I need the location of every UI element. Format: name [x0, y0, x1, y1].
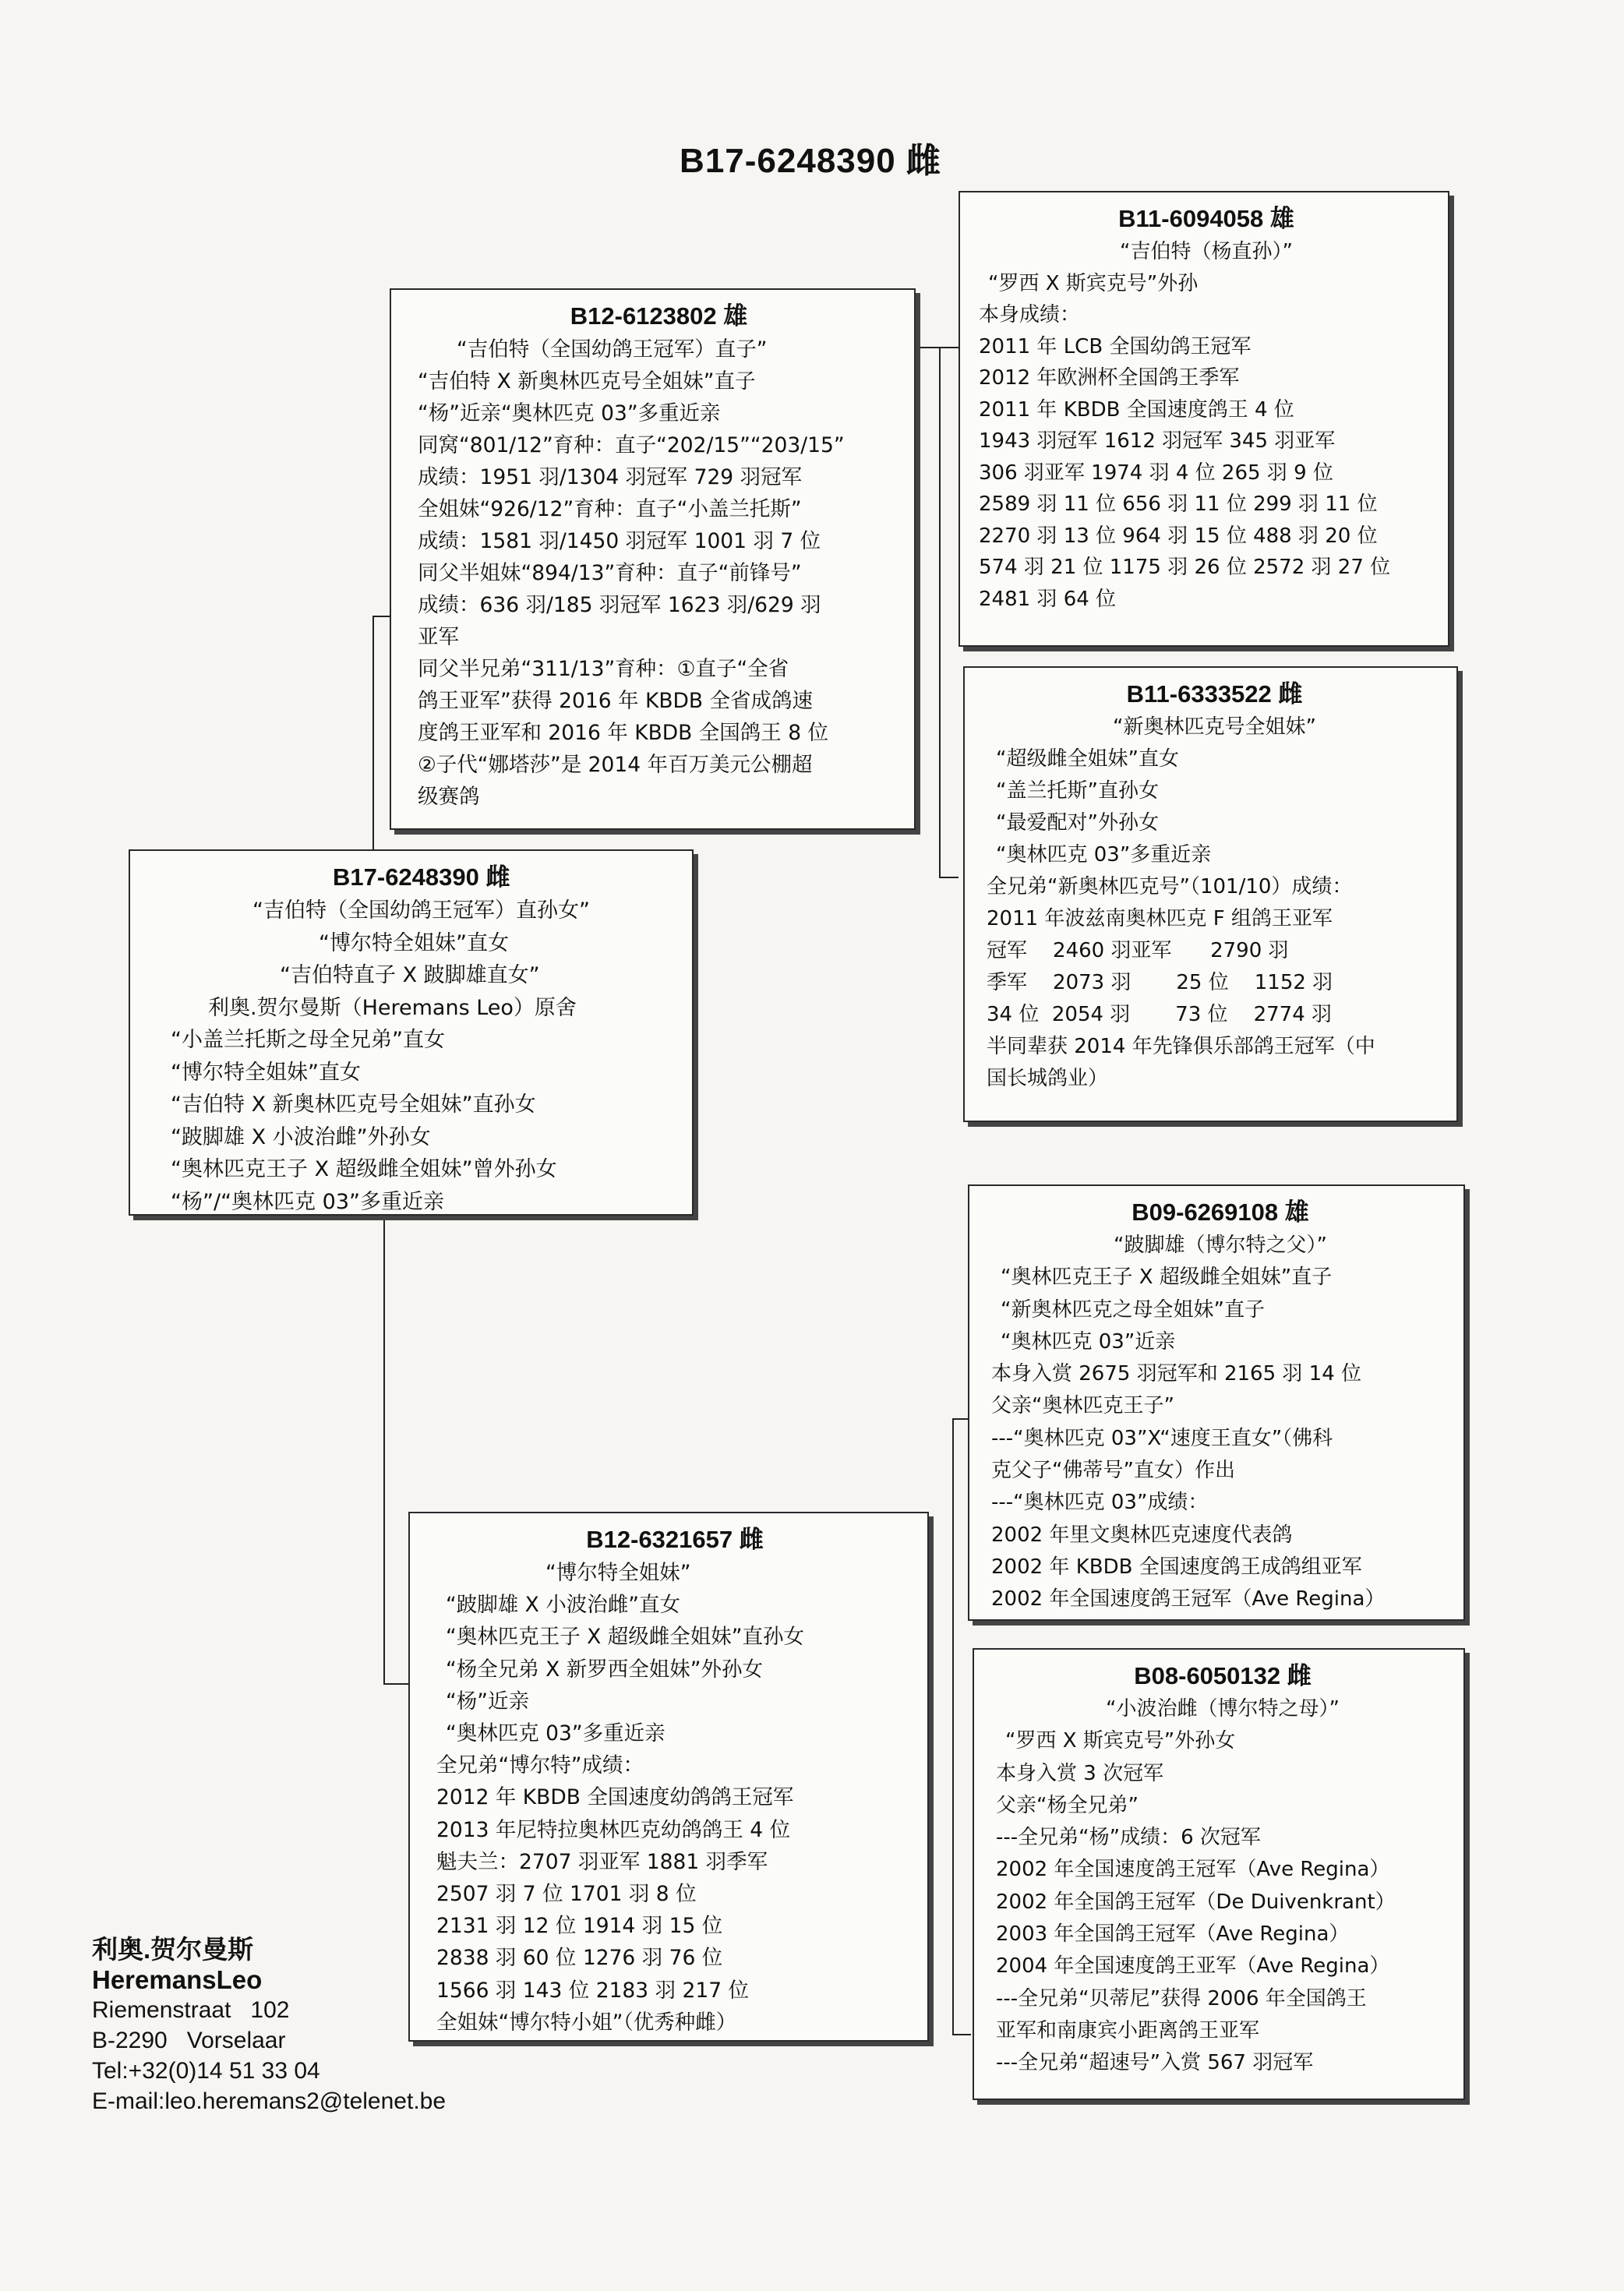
dam-sire-line: “奥林匹克王子 X 超级雌全姐妹”直子: [1001, 1266, 1333, 1290]
sire-dam-line: 国长城鸽业）: [987, 1067, 1109, 1090]
sire-dam-line: “超级雌全姐妹”直女: [996, 747, 1179, 771]
connector-subject-vertical: [372, 616, 374, 849]
contact-name-cn: 利奥.贺尔曼斯: [92, 1935, 254, 1964]
dam-line: “跛脚雄 X 小波治雌”直女: [446, 1593, 680, 1618]
subject-line: “吉伯特 X 新奥林匹克号全姐妹”直孙女: [171, 1093, 536, 1117]
sire-line: 同父半姐妹“894/13”育种：直子“前锋号”: [418, 561, 802, 585]
dam-dam-line: 本身入赏 3 次冠军: [996, 1761, 1164, 1785]
sire-line: 同父半兄弟“311/13”育种：①直子“全省: [418, 657, 789, 681]
sire-line: 级赛鸽: [418, 785, 480, 809]
contact-block: [92, 1934, 497, 2116]
sire-sire-line: 2589 羽 11 位 656 羽 11 位 299 羽 11 位: [979, 492, 1378, 516]
dam-sire-line: 2002 年全国速度鸽王冠军（Ave Regina）: [991, 1587, 1386, 1611]
subject-line: “博尔特全姐妹”直女: [319, 930, 509, 955]
contact-street: Riemenstraat 102: [92, 1997, 290, 2023]
contact-city: B-2290 Vorselaar: [92, 2028, 286, 2053]
dam-sire-line: 2002 年 KBDB 全国速度鸽王成鸽组亚军: [991, 1555, 1362, 1579]
sire-sire-line: 2481 羽 64 位: [979, 587, 1117, 611]
sire-sire-line: “罗西 X 斯宾克号”外孙: [988, 271, 1199, 295]
subject-id: B17-6248390 雌: [333, 863, 510, 891]
sire-sire-line: 2011 年 KBDB 全国速度鸽王 4 位: [979, 397, 1294, 422]
connector-sire-dam-stub: [939, 877, 959, 878]
sire-line: 鸽王亚军”获得 2016 年 KBDB 全省成鸽速: [418, 689, 814, 713]
dam-dam-line: 亚军和南康宾小距离鸽王亚军: [996, 2018, 1260, 2042]
dam-dam-line: ---全兄弟“超速号”入赏 567 羽冠军: [996, 2051, 1314, 2075]
dam-sire-id: B09-6269108 雄: [1132, 1198, 1309, 1226]
dam-line: “奥林匹克 03”多重近亲: [446, 1721, 665, 1746]
subject-line: “奥林匹克王子 X 超级雌全姐妹”曾外孙女: [171, 1157, 557, 1181]
sire-line: 全姐妹“926/12”育种：直子“小盖兰托斯”: [418, 497, 802, 521]
subject-line: “吉伯特直子 X 跛脚雄直女”: [280, 963, 540, 987]
sire-line: 同窝“801/12”育种：直子“202/15”“203/15”: [418, 433, 845, 457]
sire-dam-line: “奥林匹克 03”多重近亲: [996, 843, 1212, 867]
sire-line: 亚军: [418, 625, 459, 649]
dam-sire-line: “跛脚雄（博尔特之父）”: [1114, 1234, 1327, 1257]
sire-dam-line: 全兄弟“新奥林匹克号”（101/10）成绩：: [987, 875, 1353, 898]
subject-line: “博尔特全姐妹”直女: [171, 1060, 361, 1085]
dam-sire-line: 父亲“奥林匹克王子”: [991, 1394, 1174, 1418]
connector-sire-vertical: [939, 347, 941, 877]
dam-dam-line: 2003 年全国鸽王冠军（Ave Regina）: [996, 1922, 1350, 1947]
sire-sire-line: 本身成绩：: [979, 303, 1081, 327]
connector-sire-stub: [372, 616, 390, 617]
subject-line: “小盖兰托斯之母全兄弟”直女: [171, 1028, 445, 1052]
dam-dam-line: 2002 年全国速度鸽王冠军（Ave Regina）: [996, 1858, 1390, 1882]
dam-line: 1566 羽 143 位 2183 羽 217 位: [436, 1978, 750, 2003]
page-title: B17-6248390 雌: [680, 142, 941, 180]
connector-sire-sire-stub: [916, 347, 959, 348]
sire-dam-card: [963, 666, 1458, 1122]
dam-line: 全兄弟“博尔特”成绩：: [436, 1753, 644, 1778]
sire-dam-line: 2011 年波兹南奥林匹克 F 组鸽王亚军: [987, 907, 1333, 930]
sire-line: 成绩：1951 羽/1304 羽冠军 729 羽冠军: [418, 465, 803, 489]
sire-dam-line: 34 位 2054 羽 73 位 2774 羽: [987, 1003, 1333, 1026]
sire-id: B12-6123802 雄: [570, 302, 748, 330]
dam-dam-line: “小波治雌（博尔特之母）”: [1106, 1697, 1340, 1721]
sire-sire-card: [959, 191, 1449, 647]
sire-dam-line: 冠军 2460 羽亚军 2790 羽: [987, 939, 1289, 962]
dam-line: 2012 年 KBDB 全国速度幼鸽鸽王冠军: [436, 1785, 794, 1810]
sire-sire-line: 1943 羽冠军 1612 羽冠军 345 羽亚军: [979, 429, 1336, 453]
sire-line: 度鸽王亚军和 2016 年 KBDB 全国鸽王 8 位: [418, 721, 828, 745]
sire-line: “杨”近亲“奥林匹克 03”多重近亲: [418, 401, 721, 425]
dam-sire-line: 2002 年里文奥林匹克速度代表鸽: [991, 1523, 1293, 1547]
dam-dam-line: ---全兄弟“贝蒂尼”获得 2006 年全国鸽王: [996, 1986, 1367, 2010]
dam-line: 魁夫兰：2707 羽亚军 1881 羽季军: [436, 1849, 768, 1874]
sire-line: 成绩：1581 羽/1450 羽冠军 1001 羽 7 位: [418, 529, 821, 553]
dam-sire-line: “奥林匹克 03”近亲: [1001, 1329, 1176, 1354]
dam-sire-line: ---“奥林匹克 03”X“速度王直女”（佛科: [991, 1426, 1333, 1450]
connector-dam-vertical: [952, 1418, 954, 2034]
connector-subject-down: [383, 1216, 385, 1683]
dam-sire-line: 克父子“佛蒂号”直女）作出: [991, 1459, 1235, 1483]
sire-dam-line: 季军 2073 羽 25 位 1152 羽: [987, 971, 1333, 994]
dam-line: “博尔特全姐妹”: [545, 1561, 691, 1585]
dam-dam-line: ---全兄弟“杨”成绩：6 次冠军: [996, 1826, 1261, 1850]
dam-dam-line: 2002 年全国鸽王冠军（De Duivenkrant）: [996, 1890, 1396, 1914]
dam-line: 2131 羽 12 位 1914 羽 15 位: [436, 1914, 723, 1939]
sire-sire-line: 574 羽 21 位 1175 羽 26 位 2572 羽 27 位: [979, 556, 1391, 579]
sire-sire-line: 2270 羽 13 位 964 羽 15 位 488 羽 20 位: [979, 524, 1378, 548]
sire-line: ②子代“娜塔莎”是 2014 年百万美元公棚超: [418, 753, 813, 777]
dam-sire-line: ---“奥林匹克 03”成绩：: [991, 1491, 1209, 1515]
contact-tel: Tel:+32(0)14 51 33 04: [92, 2058, 320, 2084]
sire-sire-id: B11-6094058 雄: [1118, 205, 1294, 232]
subject-line: “跛脚雄 X 小波治雌”外孙女: [171, 1124, 431, 1149]
subject-line: 利奥.贺尔曼斯（Heremans Leo）原舍: [208, 995, 577, 1020]
subject-line: “吉伯特（全国幼鸽王冠军）直孙女”: [252, 898, 590, 923]
dam-dam-id: B08-6050132 雌: [1134, 1662, 1312, 1689]
sire-sire-line: 2011 年 LCB 全国幼鸽王冠军: [979, 334, 1252, 358]
dam-sire-line: “新奥林匹克之母全姐妹”直子: [1001, 1297, 1265, 1322]
sire-dam-line: “新奥林匹克号全姐妹”: [1113, 715, 1316, 739]
dam-line: 2507 羽 7 位 1701 羽 8 位: [436, 1882, 697, 1907]
sire-dam-line: “最爱配对”外孙女: [996, 811, 1159, 835]
dam-id: B12-6321657 雌: [586, 1526, 764, 1553]
sire-card: [390, 288, 916, 830]
sire-sire-line: 306 羽亚军 1974 羽 4 位 265 羽 9 位: [979, 461, 1333, 485]
subject-card: [129, 849, 694, 1216]
dam-dam-card: [973, 1648, 1465, 2100]
contact-email: E-mail:leo.heremans2@telenet.be: [92, 2088, 447, 2114]
sire-line: “吉伯特（全国幼鸽王冠军）直子”: [457, 337, 768, 362]
dam-dam-line: 2004 年全国速度鸽王亚军（Ave Regina）: [996, 1954, 1390, 1979]
subject-line: “杨”/“奥林匹克 03”多重近亲: [171, 1189, 444, 1214]
dam-line: “奥林匹克王子 X 超级雌全姐妹”直孙女: [446, 1625, 804, 1650]
dam-line: “杨全兄弟 X 新罗西全姐妹”外孙女: [446, 1657, 763, 1682]
sire-sire-line: 2012 年欧洲杯全国鸽王季军: [979, 366, 1240, 390]
dam-dam-line: “罗西 X 斯宾克号”外孙女: [1005, 1729, 1236, 1753]
connector-dam-sire-stub: [952, 1418, 968, 1420]
sire-dam-id: B11-6333522 雌: [1126, 680, 1303, 708]
sire-dam-line: 半同辈获 2014 年先锋俱乐部鸽王冠军（中: [987, 1035, 1375, 1058]
dam-line: 全姐妹“博尔特小姐”（优秀种雌）: [436, 2010, 737, 2035]
dam-sire-card: [968, 1184, 1465, 1621]
sire-dam-line: “盖兰托斯”直孙女: [996, 779, 1159, 803]
dam-line: 2013 年尼特拉奥林匹克幼鸽鸽王 4 位: [436, 1817, 791, 1842]
sire-sire-line: “吉伯特（杨直孙）”: [1120, 240, 1293, 263]
connector-dam-stub: [383, 1683, 408, 1685]
contact-name-en: HeremansLeo: [92, 1965, 263, 1994]
dam-sire-line: 本身入赏 2675 羽冠军和 2165 羽 14 位: [991, 1362, 1362, 1386]
connector-dam-dam-stub: [952, 2034, 971, 2035]
dam-dam-line: 父亲“杨全兄弟”: [996, 1793, 1139, 1817]
dam-line: 2838 羽 60 位 1276 羽 76 位: [436, 1946, 723, 1971]
sire-line: 成绩：636 羽/185 羽冠军 1623 羽/629 羽: [418, 593, 821, 617]
sire-line: “吉伯特 X 新奥林匹克号全姐妹”直子: [418, 369, 756, 394]
dam-line: “杨”近亲: [446, 1689, 529, 1714]
